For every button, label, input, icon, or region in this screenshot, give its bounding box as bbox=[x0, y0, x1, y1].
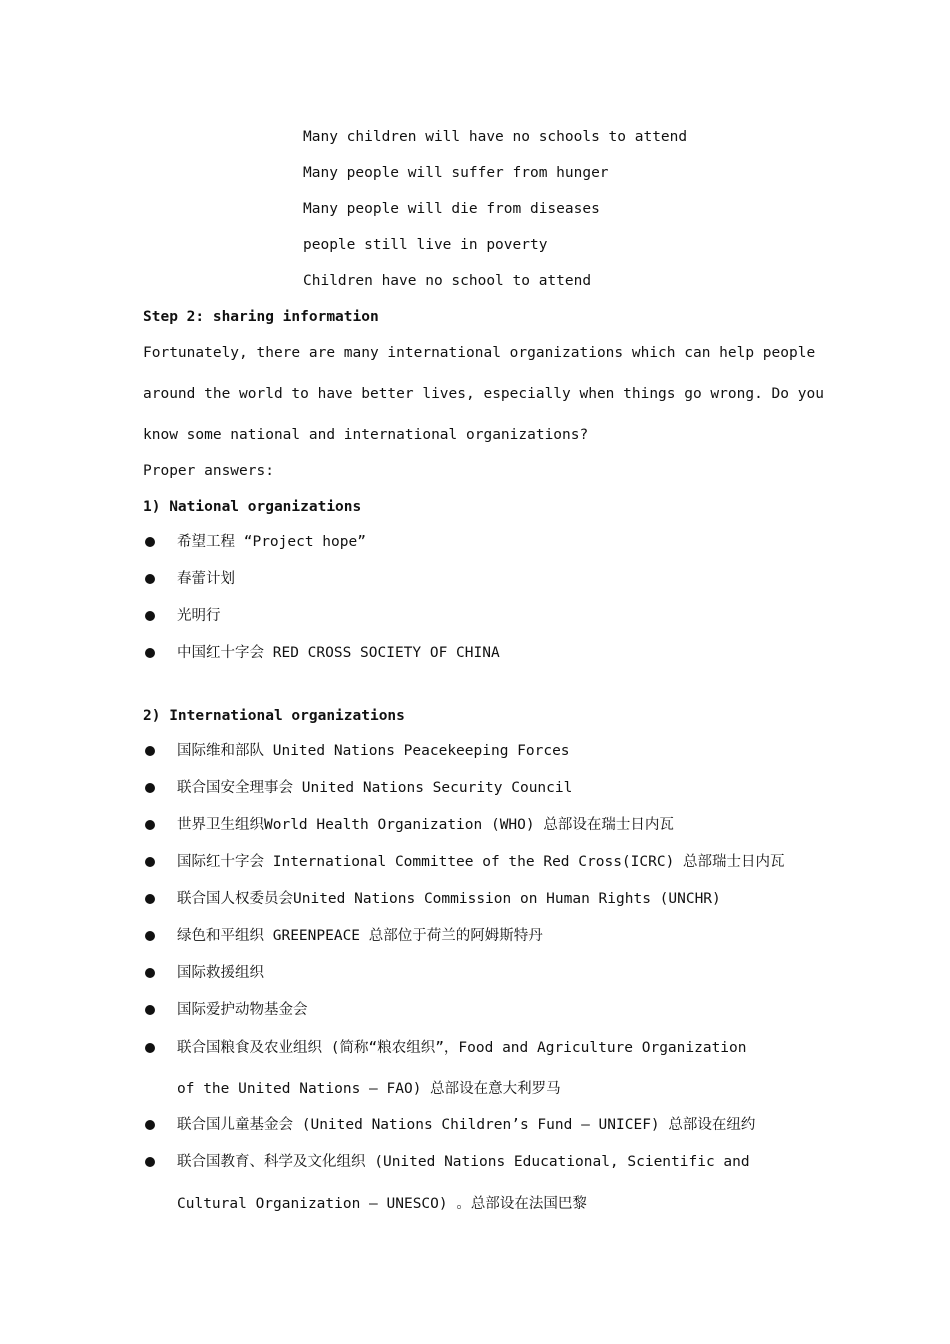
international-item-continuation: Cultural Organization – UNESCO) 。总部设在法国巴黎 bbox=[177, 1196, 587, 1212]
national-item: 希望工程 “Project hope” bbox=[177, 534, 366, 550]
international-item: 联合国教育、科学及文化组织 (United Nations Educational, Scientific and bbox=[177, 1154, 750, 1170]
problem-line: Many people will suffer from hunger bbox=[303, 165, 609, 181]
problem-line: Many people will die from diseases bbox=[303, 201, 600, 217]
international-item: 联合国人权委员会United Nations Commission on Human Rights (UNCHR) bbox=[177, 891, 721, 907]
bullet-icon bbox=[145, 611, 155, 621]
international-item: 国际爱护动物基金会 bbox=[177, 1002, 308, 1018]
international-item: 国际红十字会 International Committee of the Red Cross(ICRC) 总部瑞士日内瓦 bbox=[177, 854, 785, 870]
international-item: 国际救援组织 bbox=[177, 965, 264, 981]
international-heading: 2) International organizations bbox=[143, 708, 405, 724]
bullet-icon bbox=[145, 1157, 155, 1167]
international-item: 绿色和平组织 GREENPEACE 总部位于荷兰的阿姆斯特丹 bbox=[177, 928, 543, 944]
international-item: 国际维和部队 United Nations Peacekeeping Forces bbox=[177, 743, 570, 759]
bullet-icon bbox=[145, 931, 155, 941]
proper-answers-label: Proper answers: bbox=[143, 463, 274, 479]
problem-line: Many children will have no schools to attend bbox=[303, 129, 688, 145]
bullet-icon bbox=[145, 1005, 155, 1015]
international-item: 联合国粮食及农业组织 (简称“粮农组织”，Food and Agriculture Organization bbox=[177, 1040, 747, 1056]
national-item: 春蕾计划 bbox=[177, 571, 235, 587]
bullet-icon bbox=[145, 968, 155, 978]
national-heading: 1) National organizations bbox=[143, 499, 362, 515]
intro-line: around the world to have better lives, especially when things go wrong. Do you bbox=[143, 386, 824, 402]
intro-line: know some national and international organizations? bbox=[143, 427, 589, 443]
bullet-icon bbox=[145, 746, 155, 756]
bullet-icon bbox=[145, 574, 155, 584]
bullet-icon bbox=[145, 1120, 155, 1130]
international-item: 世界卫生组织World Health Organization (WHO) 总部设在瑞士日内瓦 bbox=[177, 817, 674, 833]
bullet-icon bbox=[145, 783, 155, 793]
national-item: 中国红十字会 RED CROSS SOCIETY OF CHINA bbox=[177, 645, 500, 661]
problem-line: Children have no school to attend bbox=[303, 273, 592, 289]
bullet-icon bbox=[145, 537, 155, 547]
national-item: 光明行 bbox=[177, 608, 221, 624]
international-item-continuation: of the United Nations – FAO) 总部设在意大利罗马 bbox=[177, 1081, 561, 1097]
bullet-icon bbox=[145, 648, 155, 658]
step2-heading: Step 2: sharing information bbox=[143, 309, 379, 325]
bullet-icon bbox=[145, 857, 155, 867]
international-item: 联合国安全理事会 United Nations Security Council bbox=[177, 780, 573, 796]
intro-line: Fortunately, there are many international organizations which can help people bbox=[143, 345, 816, 361]
problem-line: people still live in poverty bbox=[303, 237, 548, 253]
bullet-icon bbox=[145, 820, 155, 830]
bullet-icon bbox=[145, 894, 155, 904]
bullet-icon bbox=[145, 1043, 155, 1053]
international-item: 联合国儿童基金会 (United Nations Children’s Fund – UNICEF) 总部设在纽约 bbox=[177, 1117, 756, 1133]
